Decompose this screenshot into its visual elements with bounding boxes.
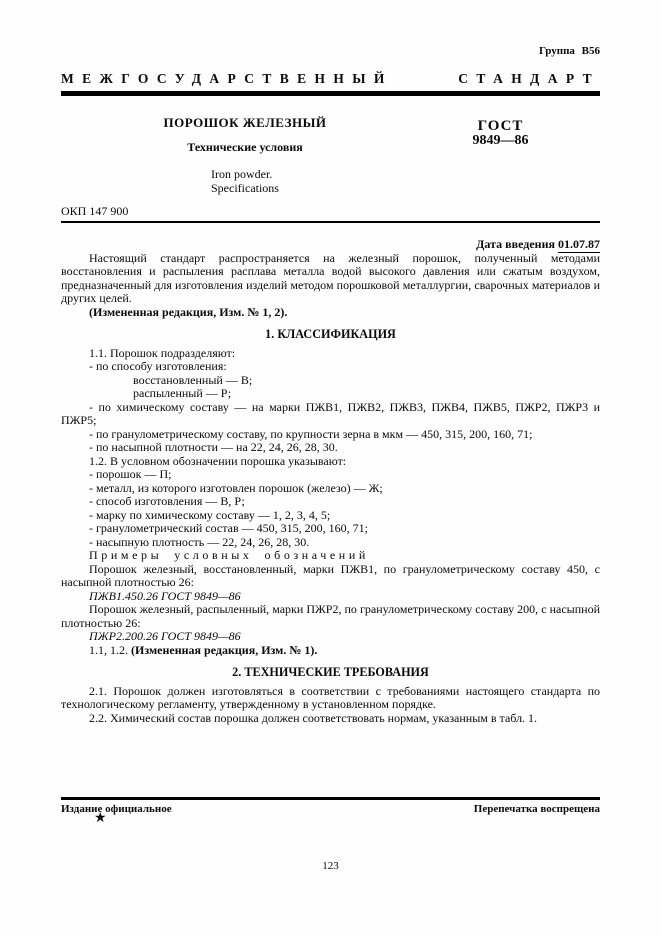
list-subitem-reduced: восстановленный — В; [133,372,253,387]
standard-type-word-1: МЕЖГОСУДАРСТВЕННЫЙ [61,70,393,86]
list-item-designation-method: - способ изготовления — В, Р; [89,494,245,508]
effective-date [61,238,600,252]
section-heading-requirements: 2. ТЕХНИЧЕСКИЕ ТРЕБОВАНИЯ [232,665,429,679]
document-title-english [211,167,279,195]
okp-code: ОКП 147 900 [61,203,129,218]
example-2-text: Порошок железный, распыленный, марки ПЖР2, по гранулометрическому составу 200, с насыпной плотностью 26: [61,602,600,630]
list-item-designation-powder: - порошок — П; [89,467,172,481]
list-item-by-granulometric: - по гранулометрическому составу, по крупности зерна в мкм — 450, 315, 200, 160, 71; [89,426,533,441]
intro-amendment-note: (Измененная редакция, Изм. № 1, 2). [89,304,288,319]
list-item-by-density: - по насыпной плотности — на 22, 24, 26, 28, 30. [89,440,338,454]
page-content [61,0,600,725]
example-1-text: Порошок железный, восстановленный, марки ПЖВ1, по гранулометрическому составу 450, с насыпной плотностью 26: [61,561,600,589]
list-item-designation-granulometric: - гранулометрический состав — 450, 315, 200, 160, 71; [89,521,368,535]
reprint-notice: Перепечатка воспрещена [473,803,600,815]
group-label: Группа В56 [538,45,600,57]
example-1-designation: ПЖВ1.450.26 ГОСТ 9849—86 [89,588,241,603]
list-subitem-sprayed: распыленный — Р; [133,386,232,400]
header-rule [61,91,600,96]
english-title-line: Iron powder. [211,167,273,181]
list-item-designation-metal: - металл, из которого изготовлен порошок (железо) — Ж; [89,480,383,495]
list-item-designation-density: - насыпную плотность — 22, 24, 26, 28, 30. [89,534,310,549]
effective-date-label: Дата введения [476,237,555,251]
document-subtitle: Технические условия [187,139,303,154]
amendment-note: (Измененная редакция, Изм. № 1). [131,642,318,657]
star-icon: ★ [94,811,107,826]
clause-amendment-note [61,644,600,658]
effective-date-value: 01.07.87 [558,237,600,251]
clause-1-1: 1.1. Порошок подразделяют: [89,345,236,360]
title-row [61,116,600,196]
list-item-by-chemical: - по химическому составу — на марки ПЖВ1, ПЖВ2, ПЖВ3, ПЖВ4, ПЖВ5, ПЖР2, ПЖР3 и ПЖР5; [61,399,600,427]
standard-type-heading [61,72,600,86]
title-block [61,116,429,196]
gost-number: 9849—86 [472,132,529,148]
clause-1-2: 1.2. В условном обозначении порошка указывают: [89,453,347,468]
footer-row [61,803,600,817]
example-2-designation: ПЖР2.200.26 ГОСТ 9849—86 [89,629,241,643]
gost-designation [429,116,600,196]
intro-paragraph: Настоящий стандарт распространяется на железный порошок, полученный методами восстановления и распыления расплава металла водой высокого давления или сжатым воздухом, предназначенный для изготовления изделий методом порошковой металлургии, сварочных материалов и других целей. [61,250,600,305]
list-item-by-method: - по способу изготовления: [89,359,227,373]
english-subtitle-line: Specifications [211,181,279,195]
official-edition-label: Издание официальное [61,803,172,815]
footer-rule [61,797,600,800]
clause-2-1: 2.1. Порошок должен изготовляться в соответствии с требованиями настоящего стандарта по технологическому регламенту, утвержденному в установленном порядке. [61,683,600,711]
list-item-designation-grade: - марку по химическому составу — 1, 2, 3, 4, 5; [89,507,331,522]
gost-label: ГОСТ [477,118,524,134]
clause-2-2: 2.2. Химический состав порошка должен соответствовать нормам, указанным в табл. 1. [89,710,538,725]
examples-heading: Примеры условных обозначений [89,548,369,562]
okp-rule [61,221,600,223]
section-heading-classification: 1. КЛАССИФИКАЦИЯ [265,327,396,341]
document-title: ПОРОШОК ЖЕЛЕЗНЫЙ [163,115,327,130]
standard-type-word-2: СТАНДАРТ [458,70,600,86]
amendment-refs: 1.1, 1.2. [89,642,128,657]
page-number: 123 [322,860,339,872]
